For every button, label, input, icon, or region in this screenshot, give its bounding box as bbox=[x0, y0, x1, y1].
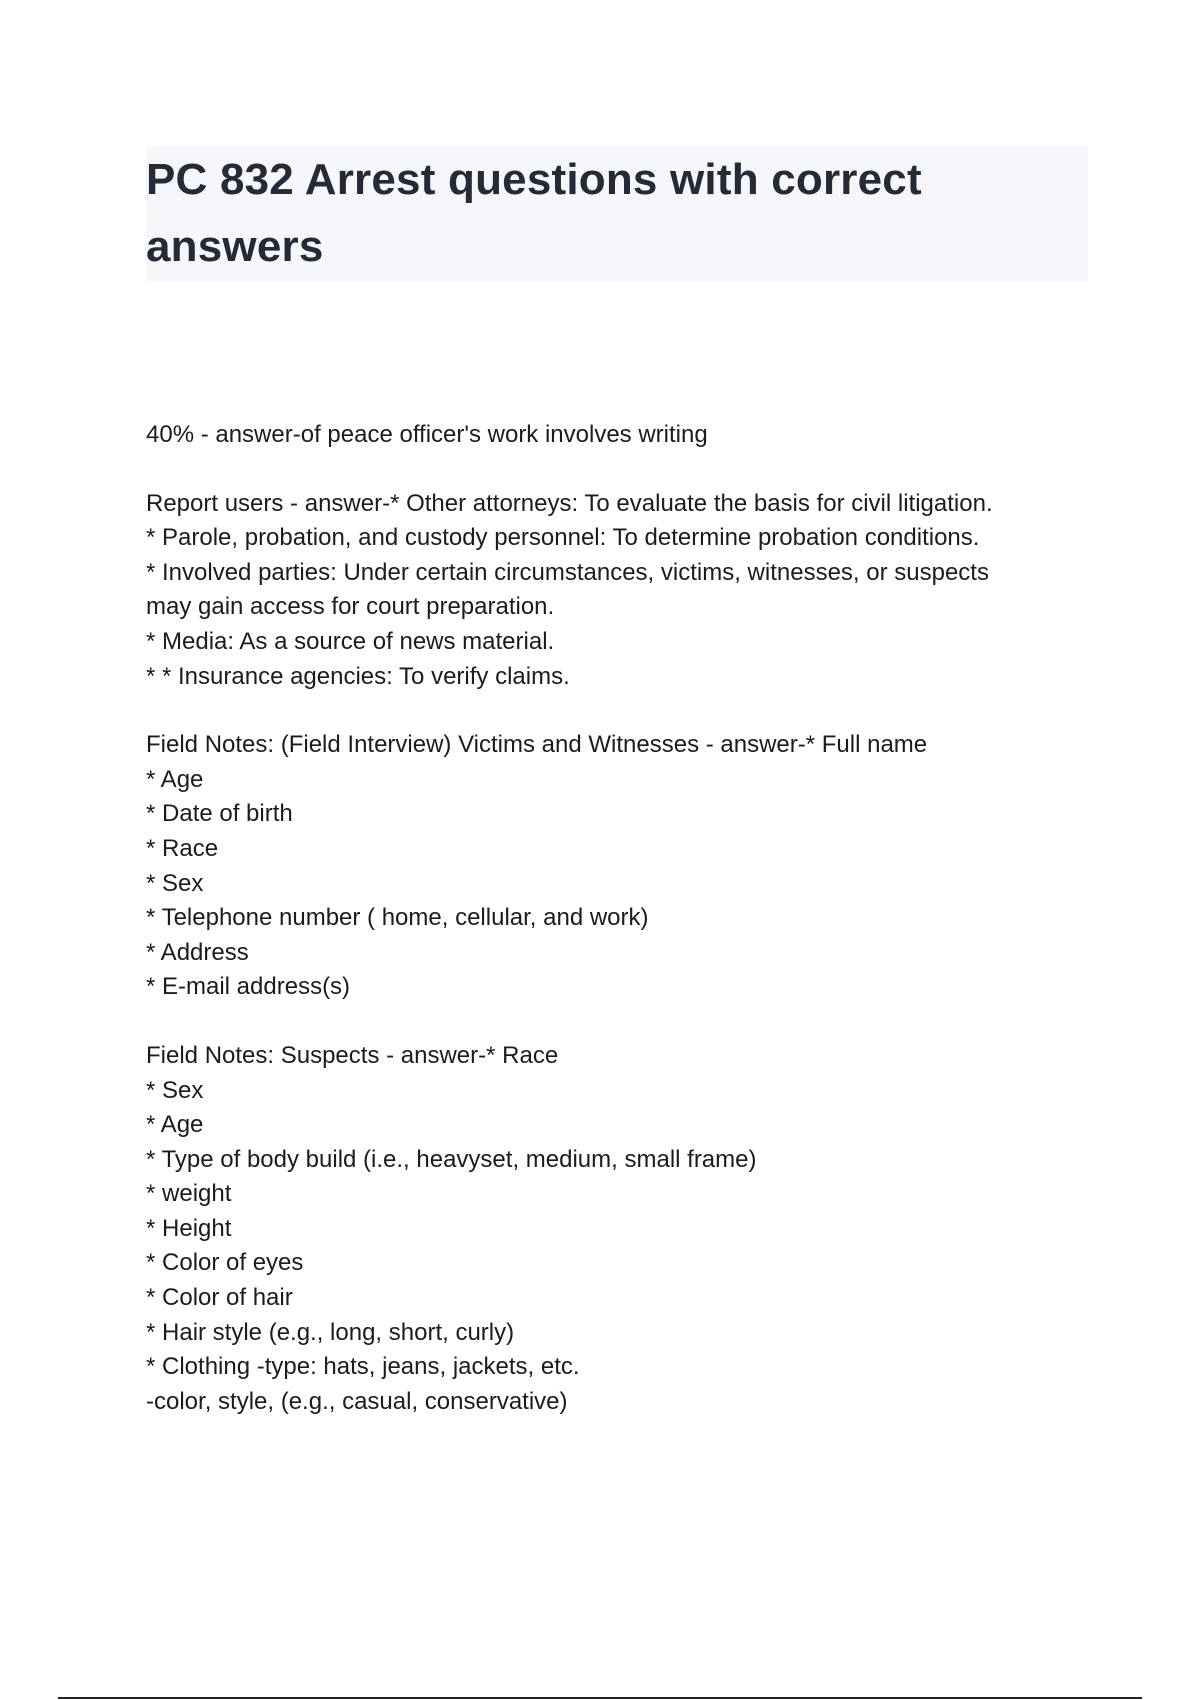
text-line: * Height bbox=[146, 1214, 232, 1242]
text-line: -color, style, (e.g., casual, conservative) bbox=[146, 1387, 568, 1415]
footer-divider bbox=[58, 1697, 1142, 1699]
text-line: * * Insurance agencies: To verify claims. bbox=[146, 662, 570, 690]
text-line: * Hair style (e.g., long, short, curly) bbox=[146, 1318, 515, 1346]
text-line: * E-mail address(s) bbox=[146, 973, 351, 1001]
text-line: * Sex bbox=[146, 869, 204, 897]
text-line: Field Notes: Suspects - answer-* Race bbox=[146, 1041, 559, 1069]
text-line: * Clothing -type: hats, jeans, jackets, etc. bbox=[146, 1353, 580, 1381]
text-line: 40% - answer-of peace officer's work involves writing bbox=[146, 421, 708, 448]
qa-block-victims-witnesses bbox=[146, 728, 1096, 1005]
text-line: * Parole, probation, and custody personnel: To determine probation conditions. bbox=[146, 524, 980, 552]
text-line: * weight bbox=[146, 1180, 232, 1208]
text-line: may gain access for court preparation. bbox=[146, 593, 555, 621]
text-line: * Address bbox=[146, 938, 249, 966]
title-banner bbox=[146, 146, 1088, 282]
text-line: * Sex bbox=[146, 1076, 204, 1104]
text-line: * Age bbox=[146, 1111, 204, 1139]
text-line: Field Notes: (Field Interview) Victims and Witnesses - answer-* Full name bbox=[146, 731, 928, 759]
qa-block-writing bbox=[146, 418, 1096, 453]
text-line: * Involved parties: Under certain circumstances, victims, witnesses, or suspects bbox=[146, 558, 989, 586]
text-line: * Media: As a source of news material. bbox=[146, 627, 555, 655]
document-body bbox=[146, 418, 1096, 1453]
text-line: * Color of hair bbox=[146, 1284, 293, 1312]
text-line: * Race bbox=[146, 834, 219, 862]
document-title: PC 832 Arrest questions with correct answers bbox=[146, 155, 922, 271]
text-line: * Telephone number ( home, cellular, and work) bbox=[146, 904, 649, 932]
qa-block-report-users bbox=[146, 487, 1096, 695]
text-line: * Type of body build (i.e., heavyset, medium, small frame) bbox=[146, 1145, 757, 1173]
text-line: Report users - answer-* Other attorneys: To evaluate the basis for civil litigation. bbox=[146, 489, 993, 517]
text-line: * Color of eyes bbox=[146, 1249, 304, 1277]
text-line: * Age bbox=[146, 765, 204, 793]
text-line: * Date of birth bbox=[146, 800, 293, 828]
qa-block-suspects bbox=[146, 1039, 1096, 1420]
